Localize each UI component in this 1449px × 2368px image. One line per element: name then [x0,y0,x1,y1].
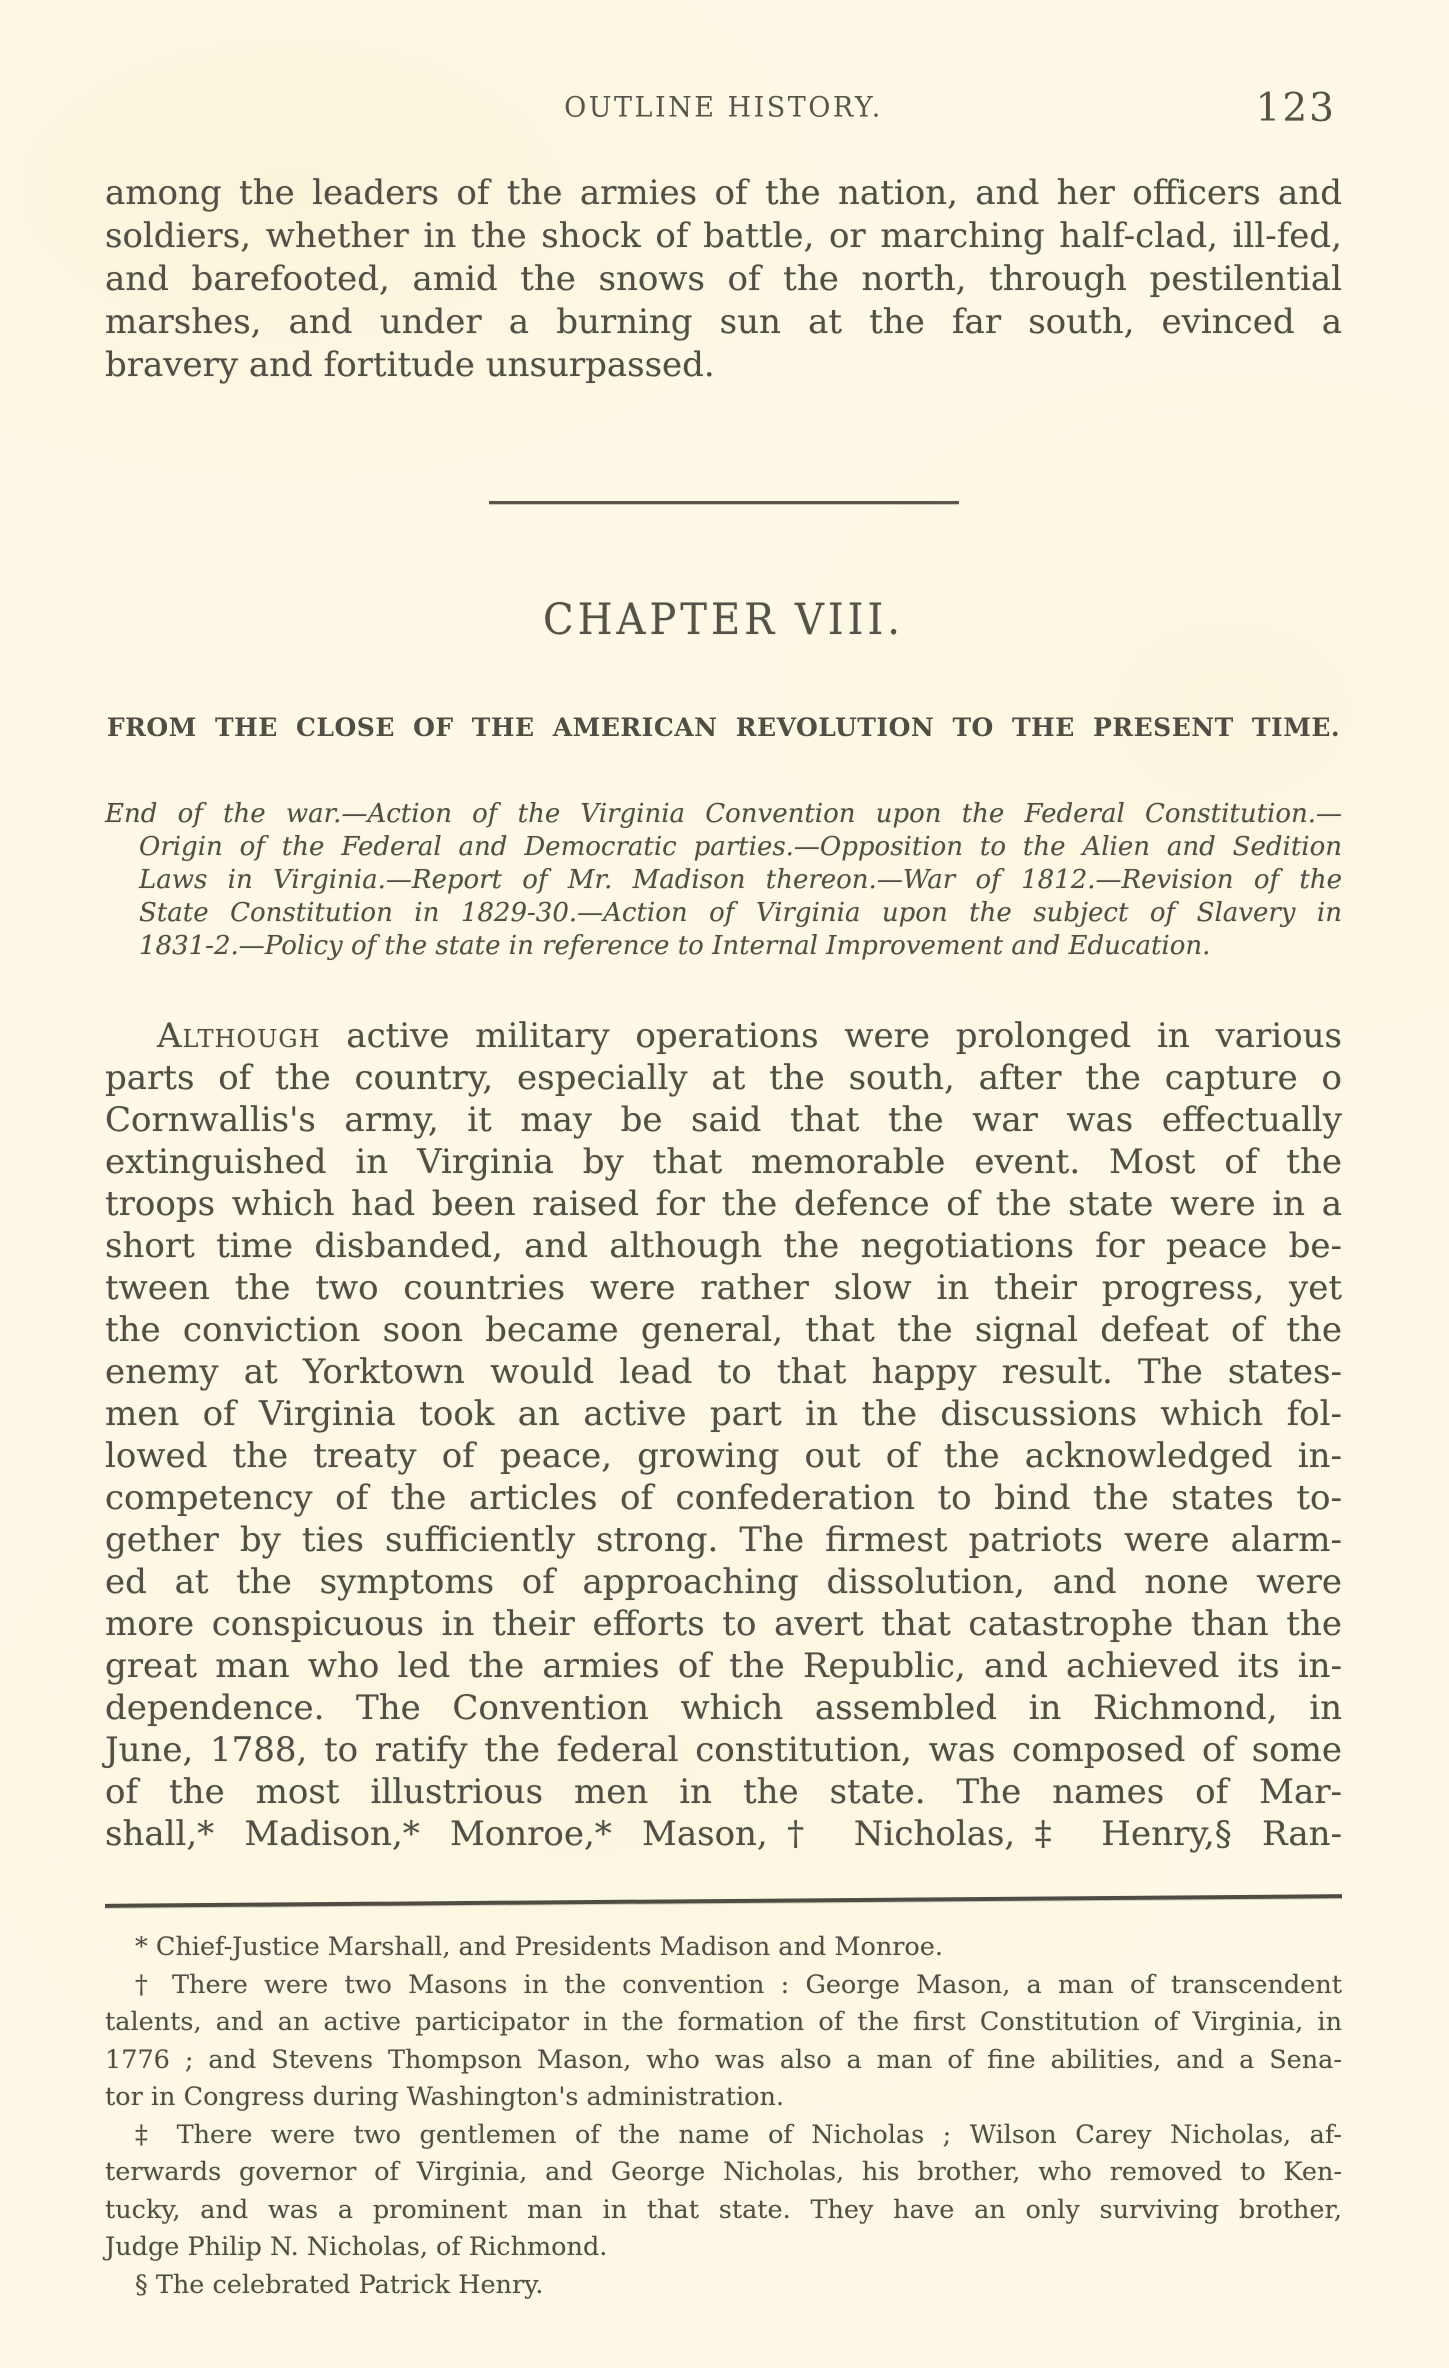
page-number: 123 [1255,86,1336,131]
body-line: great man who led the armies of the Republic, and achieved its in- [105,1646,1342,1686]
summary-line: Laws in Virginia.—Report of Mr. Madison thereon.—War of 1812.—Revision of the [139,865,1342,895]
summary-line: State Constitution in 1829-30.—Action of Virginia upon the subject of Slavery in [139,898,1342,928]
body-line [105,1015,1342,1057]
intro-paragraph [105,172,1342,387]
body-line: gether by ties sufficiently strong. The firmest patriots were alarm- [105,1520,1342,1560]
text-line: soldiers, whether in the shock of battle, or marching half-clad, ill-fed, [105,216,1342,256]
body-line: dependence. The Convention which assembled in Richmond, in [105,1688,1342,1728]
footnote-line: talents, and an active participator in the formation of the first Constitution of Virginia, in [105,2007,1342,2037]
body-line: tween the two countries were rather slow in their progress, yet [105,1268,1342,1308]
footnote-line: † There were two Masons in the convention : George Mason, a man of transcendent [135,1969,1342,2000]
body-line: more conspicuous in their efforts to avert that catastrophe than the [105,1604,1342,1644]
running-title: OUTLINE HISTORY. [564,91,883,124]
footnote [105,2267,1342,2305]
lead-smallcaps: Although [157,1016,321,1056]
chapter-summary [105,798,1342,963]
footnote-line: * Chief-Justice Marshall, and Presidents Madison and Monroe. [135,1932,943,1962]
footnote [105,2117,1342,2267]
body-line: competency of the articles of confederation to bind the states to- [105,1478,1342,1518]
summary-line: Origin of the Federal and Democratic parties.—Opposition to the Alien and Sedition [139,832,1342,862]
summary-line: End of the war.—Action of the Virginia Convention upon the Federal Constitution.— [105,799,1342,829]
chapter-title: CHAPTER VIII. [542,595,904,645]
text-line: bravery and fortitude unsurpassed. [105,345,715,385]
running-header [105,86,1342,136]
footnote-line: Judge Philip N. Nicholas, of Richmond. [105,2232,608,2262]
section-divider-rule [489,501,959,504]
body-line: June, 1788, to ratify the federal constitution, was composed of some [105,1730,1342,1770]
footnote-divider-rule [105,1894,1342,1908]
body-line: parts of the country, especially at the south, after the capture o [105,1058,1342,1098]
summary-line: 1831-2.—Policy of the state in reference to Internal Improvement and Education. [139,931,1211,961]
footnote-line: terwards governor of Virginia, and George Nicholas, his brother, who removed to Ken- [105,2157,1342,2187]
body-line: the conviction soon became general, that the signal defeat of the [105,1310,1342,1350]
body-paragraph [105,1015,1342,1855]
body-line: troops which had been raised for the defence of the state were in a [105,1184,1342,1224]
body-line: short time disbanded, and although the negotiations for peace be- [105,1226,1342,1266]
body-line: Cornwallis's army, it may be said that the war was effectually [105,1100,1342,1140]
body-line: men of Virginia took an active part in the discussions which fol- [105,1394,1342,1434]
footnote [105,1967,1342,2117]
footnotes-section [105,1929,1342,2304]
chapter-subtitle: FROM THE CLOSE OF THE AMERICAN REVOLUTION TO THE PRESENT TIME. [106,713,1341,742]
body-line: shall,* Madison,* Monroe,* Mason,† Nicholas,‡ Henry,§ Ran- [105,1814,1342,1854]
text-line: among the leaders of the armies of the nation, and her officers and [105,173,1342,213]
lead-rest: active military operations were prolonged in various [320,1016,1342,1056]
body-line: ed at the symptoms of approaching dissolution, and none were [105,1562,1342,1602]
footnote-line: 1776 ; and Stevens Thompson Mason, who was also a man of fine abilities, and a Sena- [105,2044,1342,2075]
body-line: of the most illustrious men in the state. The names of Mar- [105,1772,1342,1812]
body-line: enemy at Yorktown would lead to that happy result. The states- [105,1352,1342,1392]
text-line: and barefooted, amid the snows of the north, through pestilential [105,259,1342,299]
footnote [105,1929,1342,1967]
footnote-line: tucky, and was a prominent man in that state. They have an only surviving brother, [105,2194,1342,2225]
text-line: marshes, and under a burning sun at the far south, evinced a [105,302,1342,342]
footnote-line: § The celebrated Patrick Henry. [135,2269,544,2300]
footnote-line: tor in Congress during Washington's administration. [105,2082,784,2112]
footnote-line: ‡ There were two gentlemen of the name of Nicholas ; Wilson Carey Nicholas, af- [135,2119,1342,2150]
body-line: lowed the treaty of peace, growing out of the acknowledged in- [105,1436,1342,1476]
body-line: extinguished in Virginia by that memorable event. Most of the [105,1142,1342,1182]
